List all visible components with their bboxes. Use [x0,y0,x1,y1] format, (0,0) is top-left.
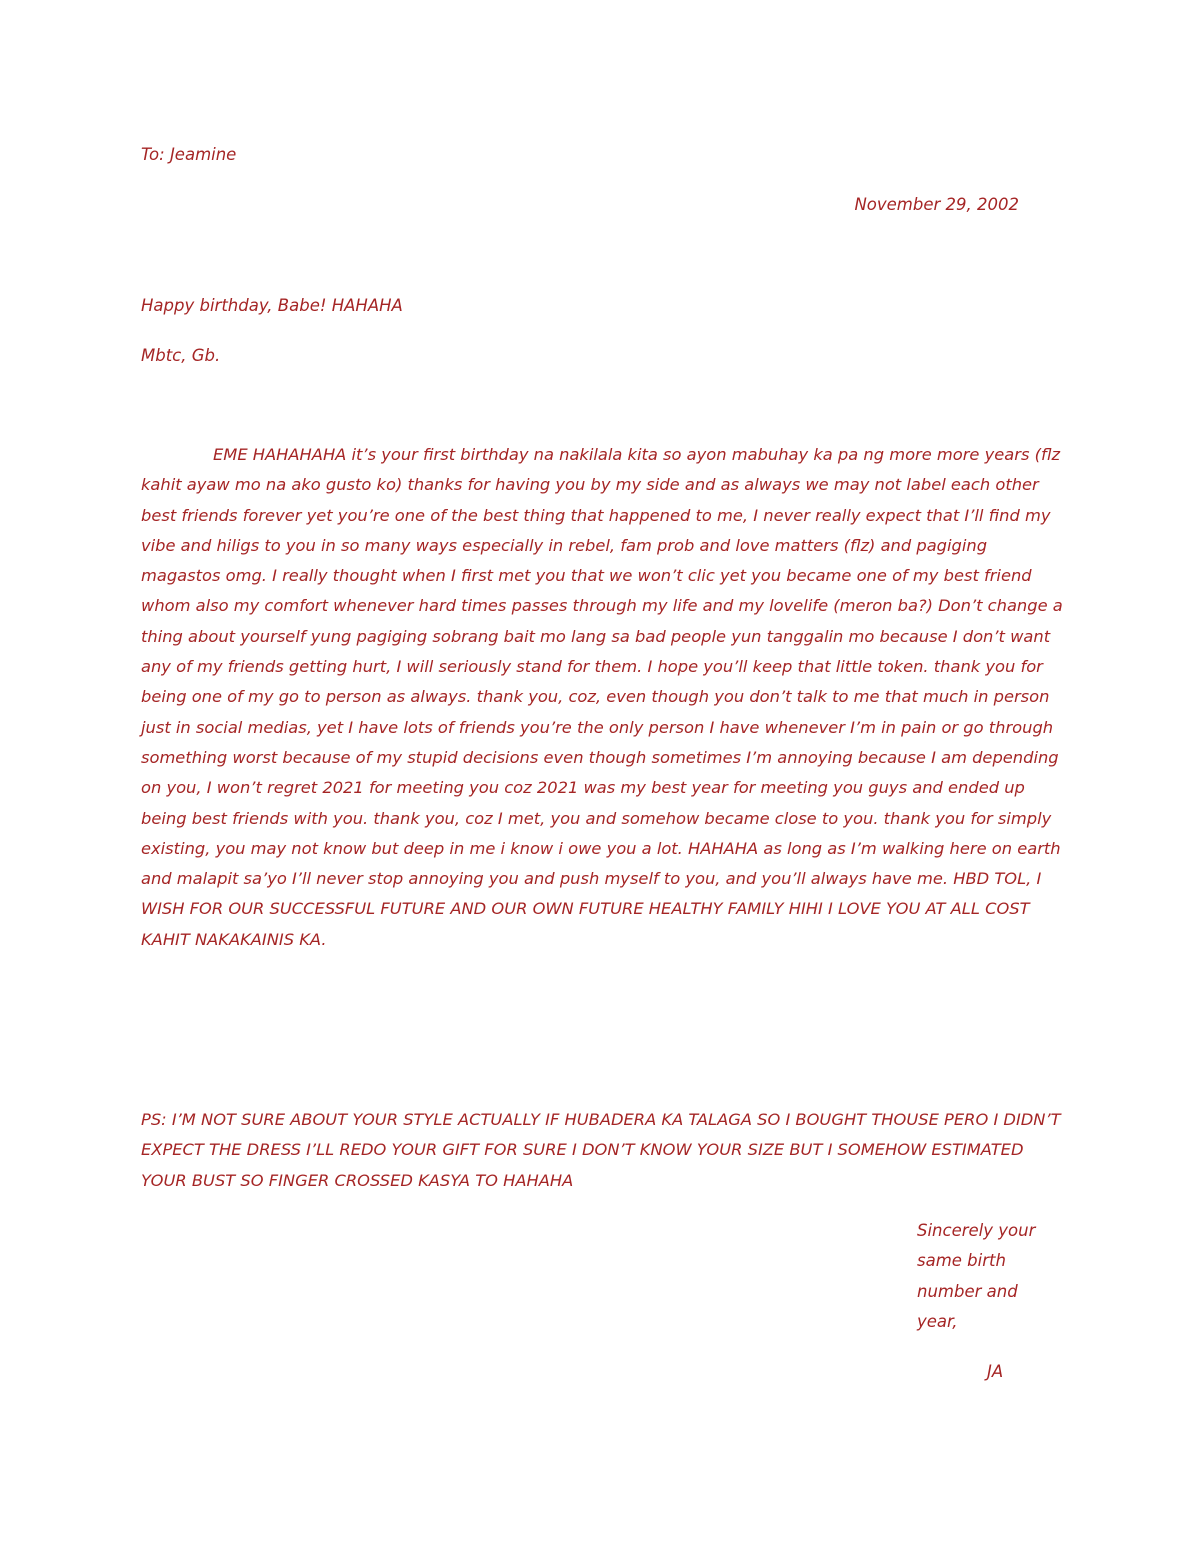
recipient-line: To: Jeamine [141,145,237,164]
postscript: PS: I’M NOT SURE ABOUT YOUR STYLE ACTUALLY IF HUBADERA KA TALAGA SO I BOUGHT THOUSE PERO I DIDN’T EXPECT THE DRESS I’LL REDO YOUR GIFT FOR SURE I DON’T KNOW YOUR SIZE BUT I SOMEHOW ESTIMATED YOUR BUST SO FINGER CROSSED KASYA TO HAHAHA [141,1110,1061,1190]
letter-date: November 29, 2002 [854,195,1019,214]
greeting-line: Happy birthday, Babe! HAHAHA [141,296,403,315]
subgreeting-line: Mbtc, Gb. [141,346,221,365]
signature: JA [987,1362,1004,1381]
closing-line: Sincerely your same birth number and year, [917,1221,1036,1331]
letter-body: EME HAHAHAHA it’s your first birthday na nakilala kita so ayon mabuhay ka pa ng more more years (flz kahit ayaw mo na ako gusto ko) thanks for having you by my side and as always we may not label each other best friends forever yet you’re one of the best thing that happened to me, I never really expect that I’ll find my vibe and hiligs to you in so many ways especially in rebel, fam prob and love matters (flz) and pagiging magastos omg. I really thought when I first met you that we won’t clic yet you became one of my best friend whom also my comfort whenever hard times passes through my life and my lovelife (meron ba?) Don’t change a thing about yourself yung pagiging sobrang bait mo lang sa bad people yun tanggalin mo because I don’t want any of my friends getting hurt, I will seriously stand for them. I hope you’ll keep that little token. thank you for being one of my go to person as always. thank you, coz, even though you don’t talk to me that much in person just in social medias, yet I have lots of friends you’re the only person I have whenever I’m in pain or go through something worst because of my stupid decisions even though sometimes I’m annoying because I am depending on you, I won’t regret 2021 for meeting you coz 2021 was my best year for meeting you guys and ended up being best friends with you. thank you, coz I met, you and somehow became close to you. thank you for simply existing, you may not know but deep in me i know i owe you a lot. HAHAHA as long as I’m walking here on earth and malapit sa’yo I’ll never stop annoying you and push myself to you, and you’ll always have me. HBD TOL, I WISH FOR OUR SUCCESSFUL FUTURE AND OUR OWN FUTURE HEALTHY FAMILY HIHI I LOVE YOU AT ALL COST KAHIT NAKAKAINIS KA. [141,445,1063,949]
